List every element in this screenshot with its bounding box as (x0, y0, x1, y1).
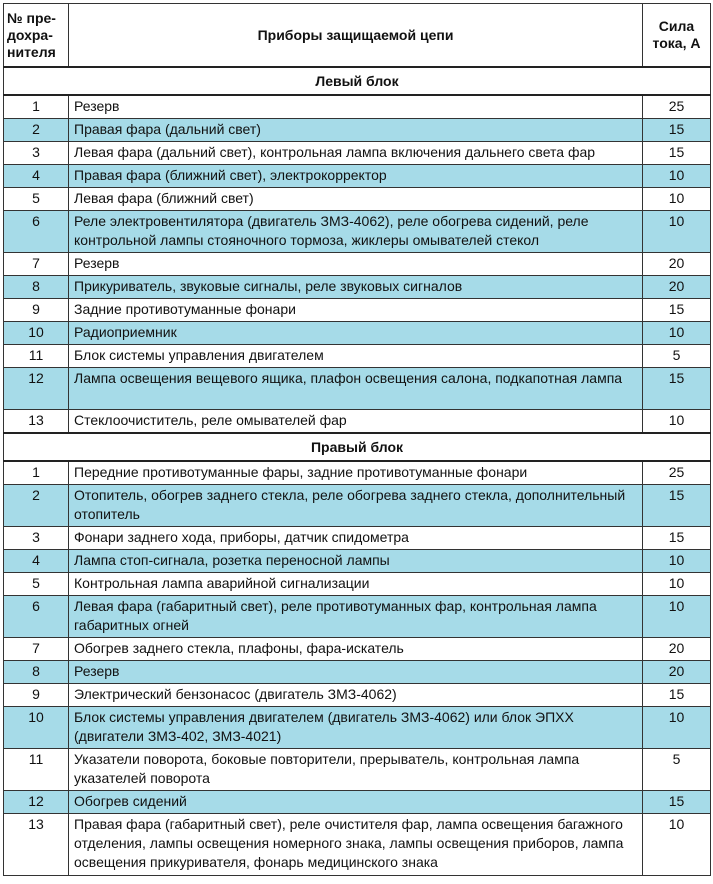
devices-cell: Правая фара (ближний свет), электрокорректор (69, 165, 643, 188)
current-cell: 10 (643, 211, 711, 253)
table-header (4, 4, 711, 68)
current-cell: 15 (643, 299, 711, 322)
current-cell: 10 (643, 707, 711, 749)
fuse-number-cell: 9 (4, 299, 69, 322)
table-row (4, 573, 711, 596)
table-row (4, 661, 711, 684)
fuse-number-cell: 7 (4, 638, 69, 661)
table-body (4, 67, 711, 876)
table-row (4, 485, 711, 527)
devices-cell: Лампа стоп-сигнала, розетка переносной лампы (69, 550, 643, 573)
devices-cell: Прикуриватель, звуковые сигналы, реле звуковых сигналов (69, 276, 643, 299)
table-row (4, 368, 711, 410)
devices-cell: Отопитель, обогрев заднего стекла, реле обогрева заднего стекла, дополнительный отопитель (69, 485, 643, 527)
current-cell: 10 (643, 573, 711, 596)
fuse-number-cell: 11 (4, 345, 69, 368)
fuse-number-cell: 2 (4, 485, 69, 527)
table-row (4, 638, 711, 661)
header-protected-devices-label: Приборы защищаемой цепи (257, 26, 454, 43)
current-cell: 15 (643, 119, 711, 142)
table-row (4, 253, 711, 276)
table-row (4, 119, 711, 142)
fuse-number-cell: 8 (4, 661, 69, 684)
devices-cell: Задние противотуманные фонари (69, 299, 643, 322)
fuse-number-cell: 8 (4, 276, 69, 299)
fuse-number-cell: 7 (4, 253, 69, 276)
fuse-number-cell: 3 (4, 142, 69, 165)
devices-cell: Левая фара (дальний свет), контрольная лампа включения дальнего света фар (69, 142, 643, 165)
current-cell: 20 (643, 276, 711, 299)
current-cell: 15 (643, 485, 711, 527)
current-cell: 10 (643, 596, 711, 638)
table-row (4, 95, 711, 119)
devices-cell: Фонари заднего хода, приборы, датчик спидометра (69, 527, 643, 550)
devices-cell: Радиоприемник (69, 322, 643, 345)
table-row (4, 165, 711, 188)
current-cell: 10 (643, 814, 711, 876)
fuse-number-cell: 13 (4, 410, 69, 434)
table-row (4, 527, 711, 550)
current-cell: 5 (643, 345, 711, 368)
devices-cell: Резерв (69, 95, 643, 119)
fuse-number-cell: 10 (4, 322, 69, 345)
current-cell: 20 (643, 638, 711, 661)
devices-cell: Левая фара (ближний свет) (69, 188, 643, 211)
current-cell: 15 (643, 142, 711, 165)
devices-cell: Стеклоочиститель, реле омывателей фар (69, 410, 643, 434)
devices-cell: Электрический бензонасос (двигатель ЗМЗ-4062) (69, 684, 643, 707)
current-cell: 20 (643, 253, 711, 276)
section-row (4, 433, 711, 461)
current-cell: 25 (643, 95, 711, 119)
current-cell: 15 (643, 791, 711, 814)
fuse-number-cell: 1 (4, 461, 69, 485)
current-cell: 20 (643, 661, 711, 684)
table-row (4, 142, 711, 165)
fuse-number-cell: 6 (4, 211, 69, 253)
header-protected-devices (69, 4, 643, 68)
fuse-number-cell: 5 (4, 188, 69, 211)
fuse-number-cell: 10 (4, 707, 69, 749)
header-current-label: Сила тока, А (652, 18, 701, 51)
devices-cell: Блок системы управления двигателем (69, 345, 643, 368)
fuse-number-cell: 3 (4, 527, 69, 550)
devices-cell: Реле электровентилятора (двигатель ЗМЗ-4062), реле обогрева сидений, реле контрольной лампы стояночного тормоза, жиклеры омывателей стекол (69, 211, 643, 253)
devices-cell: Резерв (69, 253, 643, 276)
devices-cell: Обогрев сидений (69, 791, 643, 814)
devices-cell: Правая фара (габаритный свет), реле очистителя фар, лампа освещения багажного отделения, лампы освещения номерного знака, лампы освещения приборов, лампа освещения прикуривателя, фонарь медицинского знака (69, 814, 643, 876)
fuse-number-cell: 11 (4, 749, 69, 791)
fuse-number-cell: 12 (4, 791, 69, 814)
table-row (4, 211, 711, 253)
current-cell: 5 (643, 749, 711, 791)
table-row (4, 814, 711, 876)
table-row (4, 550, 711, 573)
current-cell: 10 (643, 322, 711, 345)
devices-cell: Правая фара (дальний свет) (69, 119, 643, 142)
fuse-number-cell: 4 (4, 550, 69, 573)
section-row (4, 67, 711, 95)
current-cell: 10 (643, 550, 711, 573)
devices-cell: Передние противотуманные фары, задние противотуманные фонари (69, 461, 643, 485)
current-cell: 10 (643, 165, 711, 188)
table-row (4, 410, 711, 434)
fuse-number-cell: 4 (4, 165, 69, 188)
header-fuse-number (4, 4, 69, 68)
fuse-number-cell: 1 (4, 95, 69, 119)
fuse-number-cell: 12 (4, 368, 69, 410)
fuse-number-cell: 2 (4, 119, 69, 142)
header-current (643, 4, 711, 68)
current-cell: 15 (643, 684, 711, 707)
fuse-number-cell: 13 (4, 814, 69, 876)
table-row (4, 461, 711, 485)
current-cell: 25 (643, 461, 711, 485)
current-cell: 10 (643, 188, 711, 211)
table-row (4, 707, 711, 749)
devices-cell: Контрольная лампа аварийной сигнализации (69, 573, 643, 596)
table-row (4, 299, 711, 322)
fuse-table (3, 3, 711, 876)
fuse-number-cell: 9 (4, 684, 69, 707)
fuse-number-cell: 6 (4, 596, 69, 638)
table-row (4, 596, 711, 638)
table-row (4, 322, 711, 345)
current-cell: 15 (643, 368, 711, 410)
devices-cell: Указатели поворота, боковые повторители, прерыватель, контрольная лампа указателей поворота (69, 749, 643, 791)
table-row (4, 791, 711, 814)
header-fuse-number-label: № пре- дохра- нителя (7, 9, 56, 60)
section-title: Левый блок (4, 67, 711, 95)
table-row (4, 345, 711, 368)
devices-cell: Блок системы управления двигателем (двигатель ЗМЗ-4062) или блок ЭПХХ (двигатели ЗМЗ-402, ЗМЗ-4021) (69, 707, 643, 749)
devices-cell: Резерв (69, 661, 643, 684)
current-cell: 15 (643, 527, 711, 550)
devices-cell: Лампа освещения вещевого ящика, плафон освещения салона, подкапотная лампа (69, 368, 643, 410)
table-row (4, 684, 711, 707)
table-row (4, 276, 711, 299)
table-row (4, 749, 711, 791)
devices-cell: Обогрев заднего стекла, плафоны, фара-искатель (69, 638, 643, 661)
devices-cell: Левая фара (габаритный свет), реле противотуманных фар, контрольная лампа габаритных огней (69, 596, 643, 638)
table-row (4, 188, 711, 211)
section-title: Правый блок (4, 433, 711, 461)
current-cell: 10 (643, 410, 711, 434)
fuse-number-cell: 5 (4, 573, 69, 596)
